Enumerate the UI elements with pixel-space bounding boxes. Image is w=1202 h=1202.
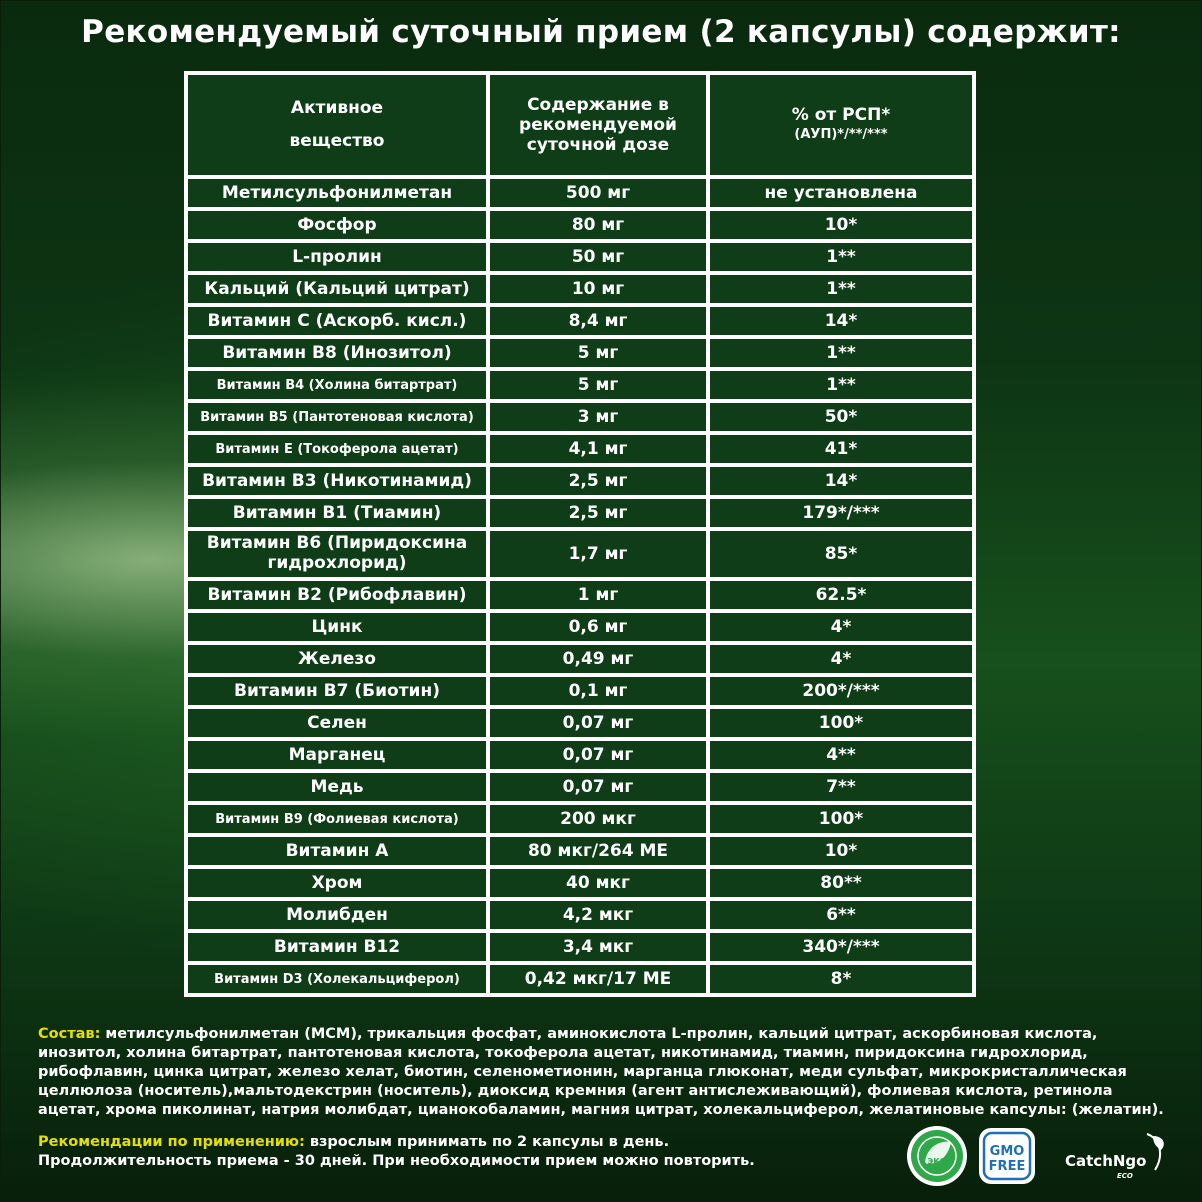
table-row (188, 211, 972, 239)
substance-percent: 8* (710, 965, 972, 993)
brand-name-text: CatchNgo (1065, 1152, 1147, 1170)
substance-amount: 4,1 мг (490, 435, 706, 463)
table-row (188, 741, 972, 769)
substance-amount: 0,07 мг (490, 773, 706, 801)
substance-name: Витамин D3 (Холекальциферол) (188, 965, 486, 993)
catchngo-logo-icon (1055, 1124, 1175, 1188)
substance-percent: 41* (710, 435, 972, 463)
table-row (188, 645, 972, 673)
substance-name: Витамин В2 (Рибофлавин) (188, 581, 486, 609)
substance-percent: 1** (710, 371, 972, 399)
table-row (188, 677, 972, 705)
page-title: Рекомендуемый суточный прием (2 капсулы) содержит: (81, 14, 1121, 50)
header-daily-dose (490, 75, 706, 175)
substance-amount: 3,4 мкг (490, 933, 706, 961)
substance-amount: 2,5 мг (490, 467, 706, 495)
substance-name: Молибден (188, 901, 486, 929)
substance-percent: 80** (710, 869, 972, 897)
substance-amount: 500 мг (490, 179, 706, 207)
substance-amount: 40 мкг (490, 869, 706, 897)
substance-percent: 4** (710, 741, 972, 769)
table-row (188, 869, 972, 897)
header-percent-sub: (АУП)*/**/*** (794, 127, 888, 142)
gmo-badge-line2: FREE (988, 1159, 1026, 1174)
table-row (188, 339, 972, 367)
substance-amount: 1,7 мг (490, 531, 706, 577)
substance-amount: 0,6 мг (490, 613, 706, 641)
substance-amount: 3 мг (490, 403, 706, 431)
substance-amount: 200 мкг (490, 805, 706, 833)
substance-name: Витамин В9 (Фолиевая кислота) (188, 805, 486, 833)
table-row (188, 933, 972, 961)
substance-name: Витамин В7 (Биотин) (188, 677, 486, 705)
substance-amount: 2,5 мг (490, 499, 706, 527)
substance-name: Селен (188, 709, 486, 737)
substance-amount: 1 мг (490, 581, 706, 609)
table-row (188, 901, 972, 929)
table-row (188, 613, 972, 641)
header-percent-rsp (710, 75, 972, 175)
composition-label: Состав: (38, 1026, 101, 1042)
substance-percent: 7** (710, 773, 972, 801)
substance-name: Витамин В8 (Инозитол) (188, 339, 486, 367)
substance-name: Цинк (188, 613, 486, 641)
table-row (188, 403, 972, 431)
substance-percent: 14* (710, 307, 972, 335)
table-body (188, 179, 972, 993)
substance-percent: 1** (710, 339, 972, 367)
header-active-substance (188, 75, 486, 175)
header-daily-dose-text: Содержание в рекомендуемой суточной дозе (519, 95, 677, 155)
usage-block (38, 1133, 898, 1171)
table-row (188, 435, 972, 463)
substance-name: Витамин Е (Токоферола ацетат) (188, 435, 486, 463)
table-row (188, 499, 972, 527)
substance-name: L-пролин (188, 243, 486, 271)
substance-name: Метилсульфонилметан (188, 179, 486, 207)
substance-percent: 50* (710, 403, 972, 431)
brand-sub-text: ECO (1117, 1172, 1133, 1180)
substance-amount: 0,07 мг (490, 709, 706, 737)
substance-amount: 80 мкг/264 МЕ (490, 837, 706, 865)
substance-percent: 10* (710, 837, 972, 865)
substance-amount: 10 мг (490, 275, 706, 303)
table-row (188, 371, 972, 399)
substance-name: Медь (188, 773, 486, 801)
substance-name: Витамин В6 (Пиридоксина гидрохлорид) (188, 531, 486, 577)
substance-name: Витамин С (Аскорб. кисл.) (188, 307, 486, 335)
substance-name: Витамин В3 (Никотинамид) (188, 467, 486, 495)
table-row (188, 837, 972, 865)
substance-amount: 0,49 мг (490, 645, 706, 673)
composition-block (38, 1025, 1168, 1120)
gmo-free-icon (975, 1124, 1039, 1188)
substance-percent: не установлена (710, 179, 972, 207)
table-row (188, 709, 972, 737)
table-row (188, 773, 972, 801)
usage-label: Рекомендации по применению: (38, 1134, 305, 1150)
substance-percent: 85* (710, 531, 972, 577)
substance-percent: 14* (710, 467, 972, 495)
substance-name: Витамин В1 (Тиамин) (188, 499, 486, 527)
substance-percent: 1** (710, 243, 972, 271)
substance-percent: 100* (710, 709, 972, 737)
header-active-substance-text: Активное вещество (289, 98, 385, 151)
substance-name: Фосфор (188, 211, 486, 239)
table-row (188, 467, 972, 495)
eco-badge-text: ЭКО (927, 1157, 947, 1166)
composition-text: метилсульфонилметан (МСМ), трикальция фосфат, аминокислота L-пролин, кальций цитрат, аскорбиновая кислота, инозитол, холина битартрат, пантотеновая кислота, токоферола ацетат, никотинамид, тиамин, пиридоксина гидрохлорид, рибофлавин, цинка цитрат, железо хелат, биотин, селенометионин, марганца глюконат, меди сульфат, микрокристаллическая целлюлоза (носитель),мальтодекстрин (носитель), диоксид кремния (агент антислеживающий), фолиевая кислота, ретинола ацетат, хрома пиколинат, натрия молибдат, цианокобаламин, магния цитрат, холекальциферол, желатиновые капсулы: (желатин). (38, 1026, 1164, 1118)
header-percent-main: % от РСП* (791, 105, 891, 125)
usage-duration-text: Продолжительность приема - 30 дней. При необходимости прием можно повторить. (38, 1153, 755, 1169)
substance-percent: 340*/*** (710, 933, 972, 961)
substance-percent: 200*/*** (710, 677, 972, 705)
substance-name: Витамин В12 (188, 933, 486, 961)
substance-amount: 0,42 мкг/17 МЕ (490, 965, 706, 993)
eco-leaf-icon (905, 1124, 969, 1188)
substance-amount: 0,07 мг (490, 741, 706, 769)
table-header-row (188, 75, 972, 175)
substance-percent: 4* (710, 613, 972, 641)
substance-name: Витамин В4 (Холина битартрат) (188, 371, 486, 399)
substance-percent: 100* (710, 805, 972, 833)
substance-percent: 10* (710, 211, 972, 239)
certification-badges (905, 1124, 1175, 1194)
substance-amount: 4,2 мкг (490, 901, 706, 929)
table-row (188, 965, 972, 993)
substance-amount: 5 мг (490, 371, 706, 399)
table-row (188, 531, 972, 577)
substance-percent: 6** (710, 901, 972, 929)
substance-amount: 8,4 мг (490, 307, 706, 335)
substance-percent: 4* (710, 645, 972, 673)
table-row (188, 307, 972, 335)
table-row (188, 179, 972, 207)
substance-percent: 1** (710, 275, 972, 303)
gmo-badge-line1: GMO (989, 1144, 1025, 1159)
substance-name: Хром (188, 869, 486, 897)
nutrition-table (184, 71, 976, 997)
table-row (188, 581, 972, 609)
usage-text: взрослым принимать по 2 капсулы в день. (304, 1134, 670, 1150)
table-row (188, 275, 972, 303)
substance-name: Кальций (Кальций цитрат) (188, 275, 486, 303)
substance-percent: 62.5* (710, 581, 972, 609)
substance-name: Витамин А (188, 837, 486, 865)
table-row (188, 243, 972, 271)
substance-name: Витамин В5 (Пантотеновая кислота) (188, 403, 486, 431)
substance-amount: 5 мг (490, 339, 706, 367)
substance-percent: 179*/*** (710, 499, 972, 527)
table-row (188, 805, 972, 833)
substance-amount: 0,1 мг (490, 677, 706, 705)
substance-name: Железо (188, 645, 486, 673)
substance-amount: 80 мг (490, 211, 706, 239)
substance-amount: 50 мг (490, 243, 706, 271)
substance-name: Марганец (188, 741, 486, 769)
